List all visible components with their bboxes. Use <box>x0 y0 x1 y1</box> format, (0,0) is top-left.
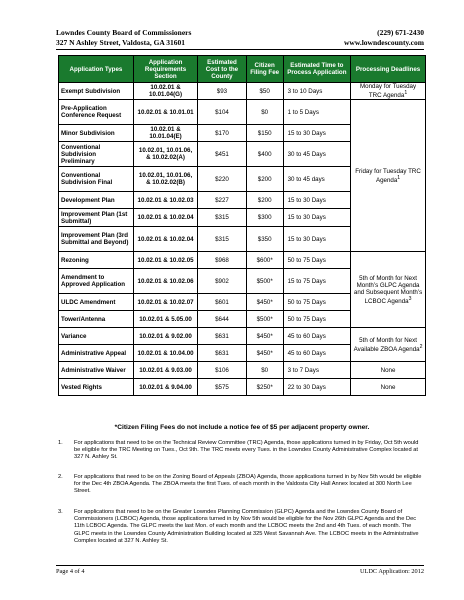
cell-fee: $200 <box>246 167 283 192</box>
cell-fee: $200 <box>246 192 283 209</box>
cell-cost: $104 <box>198 100 247 125</box>
cell-section: 10.02.01 & 10.02.04 <box>133 209 197 227</box>
cell-section: 10.02.01, 10.01.06, & 10.02.02(B) <box>133 167 197 192</box>
cell-section: 10.02.01 & 10.02.04 <box>133 227 197 252</box>
cell-cost: $315 <box>198 209 247 227</box>
cell-section: 10.02.01 & 9.04.00 <box>133 379 197 396</box>
table-header-row <box>59 56 426 83</box>
col-header: Estimated Time to Process Application <box>283 56 350 83</box>
cell-time: 15 to 30 Days <box>283 125 350 142</box>
cell-section: 10.02.01 & 10.01.04(E) <box>133 125 197 142</box>
header-address: 327 N Ashley Street, Valdosta, GA 31601 <box>56 38 186 47</box>
cell-type: Exempt Subdivision <box>59 83 134 100</box>
footer-divider <box>56 565 424 566</box>
cell-type: ULDC Amendment <box>59 294 134 311</box>
cell-type: Minor Subdivision <box>59 125 134 142</box>
cell-fee: $600* <box>246 252 283 269</box>
cell-cost: $451 <box>198 142 247 167</box>
cell-section: 10.02.01 & 5.05.00 <box>133 311 197 328</box>
header-line-2 <box>56 38 424 48</box>
cell-section: 10.02.01 & 9.03.00 <box>133 362 197 379</box>
cell-section: 10.02.01 & 10.02.03 <box>133 192 197 209</box>
cell-type: Variance <box>59 328 134 345</box>
table-row <box>59 362 426 379</box>
cell-type: Improvement Plan (1st Submittal) <box>59 209 134 227</box>
cell-type: Tower/Antenna <box>59 311 134 328</box>
cell-time: 30 to 45 days <box>283 167 350 192</box>
cell-fee: $400 <box>246 142 283 167</box>
cell-deadline: 5th of Month for Next Available ZBOA Agenda$^2$ <box>351 328 426 362</box>
cell-cost: $644 <box>198 311 247 328</box>
col-header: Estimated Cost to the County <box>198 56 247 83</box>
cell-section: 10.02.01 & 10.01.04(G) <box>133 83 197 100</box>
footnote-1: 1. For applications that need to be on the Technical Review Committee (TRC) Agenda, those applications turned in by Friday, Oct 5th would be eligible for the TRC Meeting on Tues., Oct 9th. The TRC meets every Tues. in the Lowndes County Administrative Complex located at 327 N. Ashley St. <box>58 440 419 461</box>
table-row <box>59 100 426 125</box>
cell-type: Vested Rights <box>59 379 134 396</box>
cell-time: 50 to 75 Days <box>283 294 350 311</box>
cell-time: 3 to 7 Days <box>283 362 350 379</box>
footer-doc-label: ULDC Application: 2012 <box>359 568 424 575</box>
cell-fee: $500* <box>246 311 283 328</box>
cell-section: 10.02.01 & 9.02.00 <box>133 328 197 345</box>
cell-cost: $902 <box>198 269 247 294</box>
cell-time: 22 to 30 Days <box>283 379 350 396</box>
cell-fee: $0 <box>246 100 283 125</box>
cell-cost: $575 <box>198 379 247 396</box>
cell-cost: $170 <box>198 125 247 142</box>
table-row <box>59 252 426 269</box>
footer-page-number: Page 4 of 4 <box>56 568 85 575</box>
cell-time: 45 to 60 Days <box>283 345 350 362</box>
cell-deadline: 5th of Month for Next Month’s GLPC Agenda and Subsequent Month’s LCBOC Agenda$^3$ <box>351 252 426 328</box>
table-row <box>59 328 426 345</box>
cell-fee: $150 <box>246 125 283 142</box>
col-header: Application Types <box>59 56 134 83</box>
cell-fee: $0 <box>246 362 283 379</box>
footnote-3: 3. For applications that need to be on the Greater Lowndes Planning Commission (GLPC) Agenda and the Lowndes County Board of Commissioners (LCBOC) Agenda, those applications turned in by Nov 5th would be eligible for the Nov 26th GLPC Agenda and the Dec 11th LCBOC Agenda. The GLPC meets the last Mon. of each month and the LCBOC meets the 2nd and 4th Tues. of each month. The GLPC meets in the Lowndes County Administration Building located at 325 West Savannah Ave. The LCBOC meets in the Administrative Complex located at 327 N. Ashley St. <box>58 509 419 544</box>
cell-time: 15 to 30 Days <box>283 227 350 252</box>
cell-fee: $450* <box>246 345 283 362</box>
header-line-1 <box>56 28 424 38</box>
header-org: Lowndes County Board of Commissioners <box>56 28 192 37</box>
cell-deadline: Friday for Tuesday TRC Agenda$^1$ <box>351 100 426 252</box>
cell-fee: $250* <box>246 379 283 396</box>
header-phone: (229) 671-2430 <box>377 28 424 37</box>
cell-cost: $315 <box>198 227 247 252</box>
cell-fee: $450* <box>246 294 283 311</box>
cell-type: Administrative Waiver <box>59 362 134 379</box>
cell-section: 10.02.01 & 10.04.00 <box>133 345 197 362</box>
cell-cost: $227 <box>198 192 247 209</box>
cell-fee: $300 <box>246 209 283 227</box>
cell-cost: $220 <box>198 167 247 192</box>
fee-table <box>58 55 426 396</box>
cell-time: 15 to 30 Days <box>283 192 350 209</box>
cell-time: 50 to 75 Days <box>283 252 350 269</box>
table-row <box>59 379 426 396</box>
cell-deadline: None <box>351 379 426 396</box>
filing-fee-note: *Citizen Filing Fees do not include a notice fee of $5 per adjacent property owner. <box>114 424 370 431</box>
col-header: Application Requirements Section <box>133 56 197 83</box>
header-divider <box>56 49 424 50</box>
col-header: Citizen Filing Fee <box>246 56 283 83</box>
cell-time: 45 to 60 Days <box>283 328 350 345</box>
col-header: Processing Deadlines <box>351 56 426 83</box>
cell-fee: $500* <box>246 269 283 294</box>
cell-type: Conventional Subdivision Final <box>59 167 134 192</box>
cell-fee: $50 <box>246 83 283 100</box>
cell-cost: $106 <box>198 362 247 379</box>
cell-type: Amendment to Approved Application <box>59 269 134 294</box>
cell-fee: $450* <box>246 328 283 345</box>
cell-section: 10.02.01 & 10.02.06 <box>133 269 197 294</box>
cell-type: Pre-Application Conference Request <box>59 100 134 125</box>
cell-cost: $601 <box>198 294 247 311</box>
cell-time: 15 to 75 Days <box>283 269 350 294</box>
cell-deadline: None <box>351 362 426 379</box>
table-row <box>59 83 426 100</box>
cell-cost: $631 <box>198 328 247 345</box>
cell-cost: $631 <box>198 345 247 362</box>
cell-time: 50 to 75 Days <box>283 311 350 328</box>
cell-type: Administrative Appeal <box>59 345 134 362</box>
cell-cost: $968 <box>198 252 247 269</box>
cell-time: 3 to 10 Days <box>283 83 350 100</box>
cell-time: 1 to 5 Days <box>283 100 350 125</box>
cell-time: 15 to 30 Days <box>283 209 350 227</box>
cell-section: 10.02.01 & 10.02.07 <box>133 294 197 311</box>
header-website: www.lowndescounty.com <box>343 38 424 47</box>
cell-section: 10.02.01 & 10.01.01 <box>133 100 197 125</box>
cell-type: Rezoning <box>59 252 134 269</box>
cell-section: 10.02.01 & 10.02.05 <box>133 252 197 269</box>
cell-cost: $93 <box>198 83 247 100</box>
footnote-2: 2. For applications that need to be on the Zoning Board of Appeals (ZBOA) Agenda, those applications turned in by Nov 5th would be eligible for the Dec 4th ZBOA Agenda. The ZBOA meets the first Tues. of each month in the Valdosta City Hall Annex located at 300 North Lee Street. <box>58 474 422 495</box>
cell-type: Development Plan <box>59 192 134 209</box>
cell-section: 10.02.01, 10.01.06, & 10.02.02(A) <box>133 142 197 167</box>
cell-fee: $350 <box>246 227 283 252</box>
cell-deadline: Monday for Tuesday TRC Agenda$^1$ <box>351 83 426 100</box>
cell-type: Conventional Subdivision Preliminary <box>59 142 134 167</box>
cell-time: 30 to 45 Days <box>283 142 350 167</box>
cell-type: Improvement Plan (3rd Submittal and Beyond) <box>59 227 134 252</box>
